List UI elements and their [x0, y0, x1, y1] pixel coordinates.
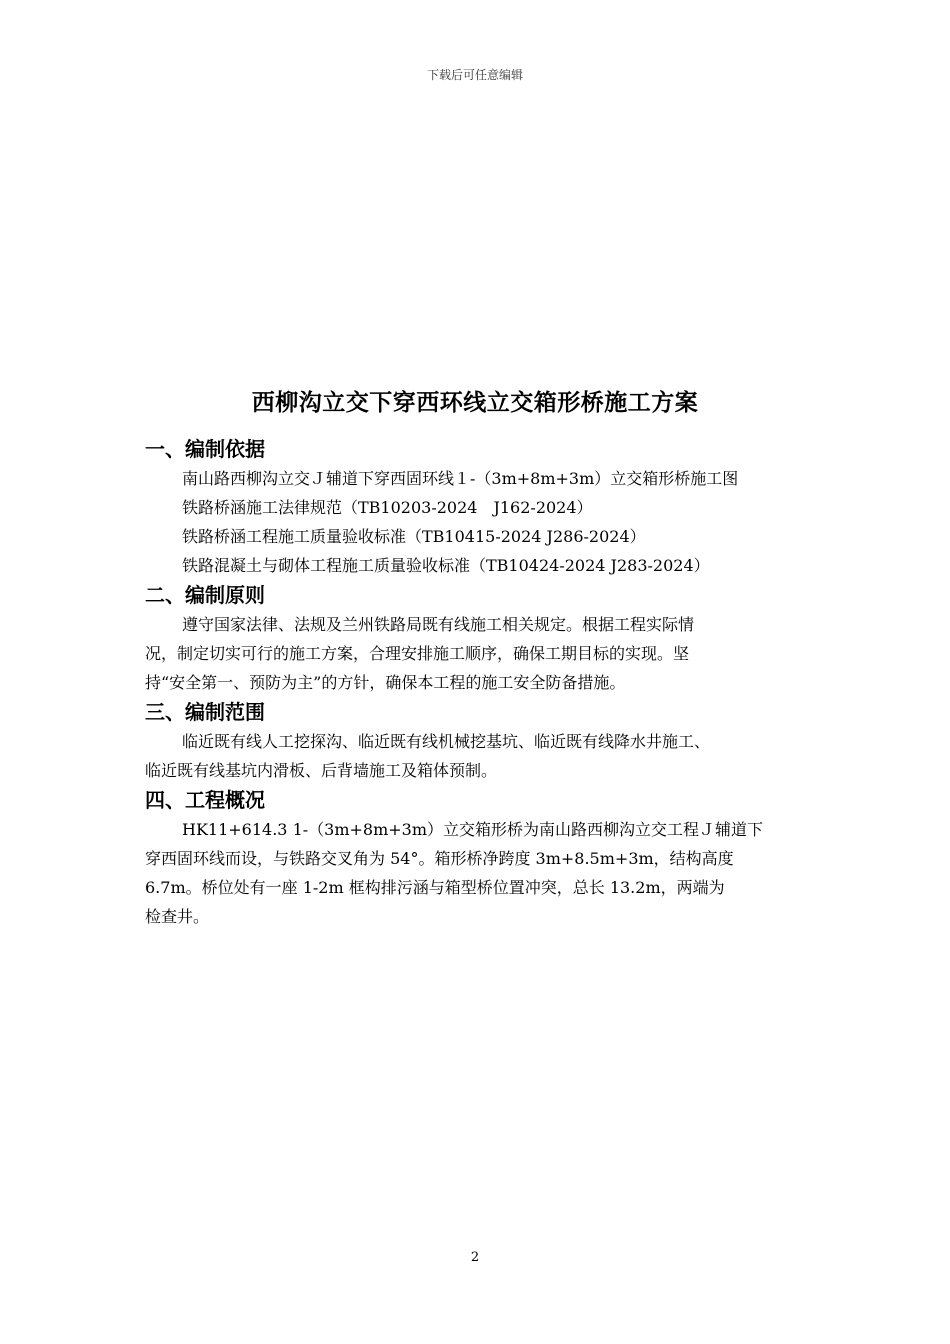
section-heading: 四、工程概况 — [145, 788, 265, 812]
paragraph-line: 穿西固环线而设，与铁路交叉角为 54°。箱形桥净跨度 3m+8.5m+3m，结构高度 — [145, 849, 734, 868]
reference-item: 铁路混凝土与砌体工程施工质量验收标准（TB10424-2024 J283-2024） — [182, 556, 710, 575]
paragraph-line: 遵守国家法律、法规及兰州铁路局既有线施工相关规定。根据工程实际情 — [182, 615, 695, 634]
reference-item: 南山路西柳沟立交Ｊ辅道下穿西固环线１-（3m+8m+3m）立交箱形桥施工图 — [182, 469, 739, 488]
section-heading: 二、编制原则 — [145, 583, 265, 607]
section-principles — [145, 580, 825, 697]
paragraph-line: 临近既有线人工挖探沟、临近既有线机械挖基坑、临近既有线降水井施工、 — [182, 732, 711, 751]
paragraph-line: HK11+614.3 1-（3m+8m+3m）立交箱形桥为南山路西柳沟立交工程Ｊ辅道下 — [182, 820, 764, 839]
reference-item: 铁路桥涵工程施工质量验收标准（TB10415-2024 J286-2024） — [182, 527, 646, 546]
section-overview — [145, 785, 825, 931]
section-basis — [145, 434, 825, 580]
document-title: 西柳沟立交下穿西环线立交箱形桥施工方案 — [251, 390, 699, 416]
section-heading: 三、编制范围 — [145, 700, 265, 724]
paragraph-line: 检查井。 — [145, 907, 210, 926]
section-scope — [145, 697, 825, 785]
page-number: 2 — [470, 1250, 480, 1265]
section-heading: 一、编制依据 — [145, 437, 265, 461]
document-body — [145, 434, 825, 931]
header-note: 下载后可任意编辑 — [426, 68, 523, 82]
paragraph-line: 6.7m。桥位处有一座 1-2m 框构排污涵与箱型桥位置冲突，总长 13.2m，两端为 — [145, 878, 725, 897]
reference-item: 铁路桥涵施工法律规范（TB10203-2024 J162-2024） — [182, 498, 593, 517]
paragraph-line: 持“安全第一、预防为主”的方针，确保本工程的施工安全防备措施。 — [145, 673, 626, 692]
paragraph-line: 临近既有线基坑内滑板、后背墙施工及箱体预制。 — [145, 761, 498, 780]
paragraph-line: 况，制定切实可行的施工方案，合理安排施工顺序，确保工期目标的实现。坚 — [145, 644, 690, 663]
